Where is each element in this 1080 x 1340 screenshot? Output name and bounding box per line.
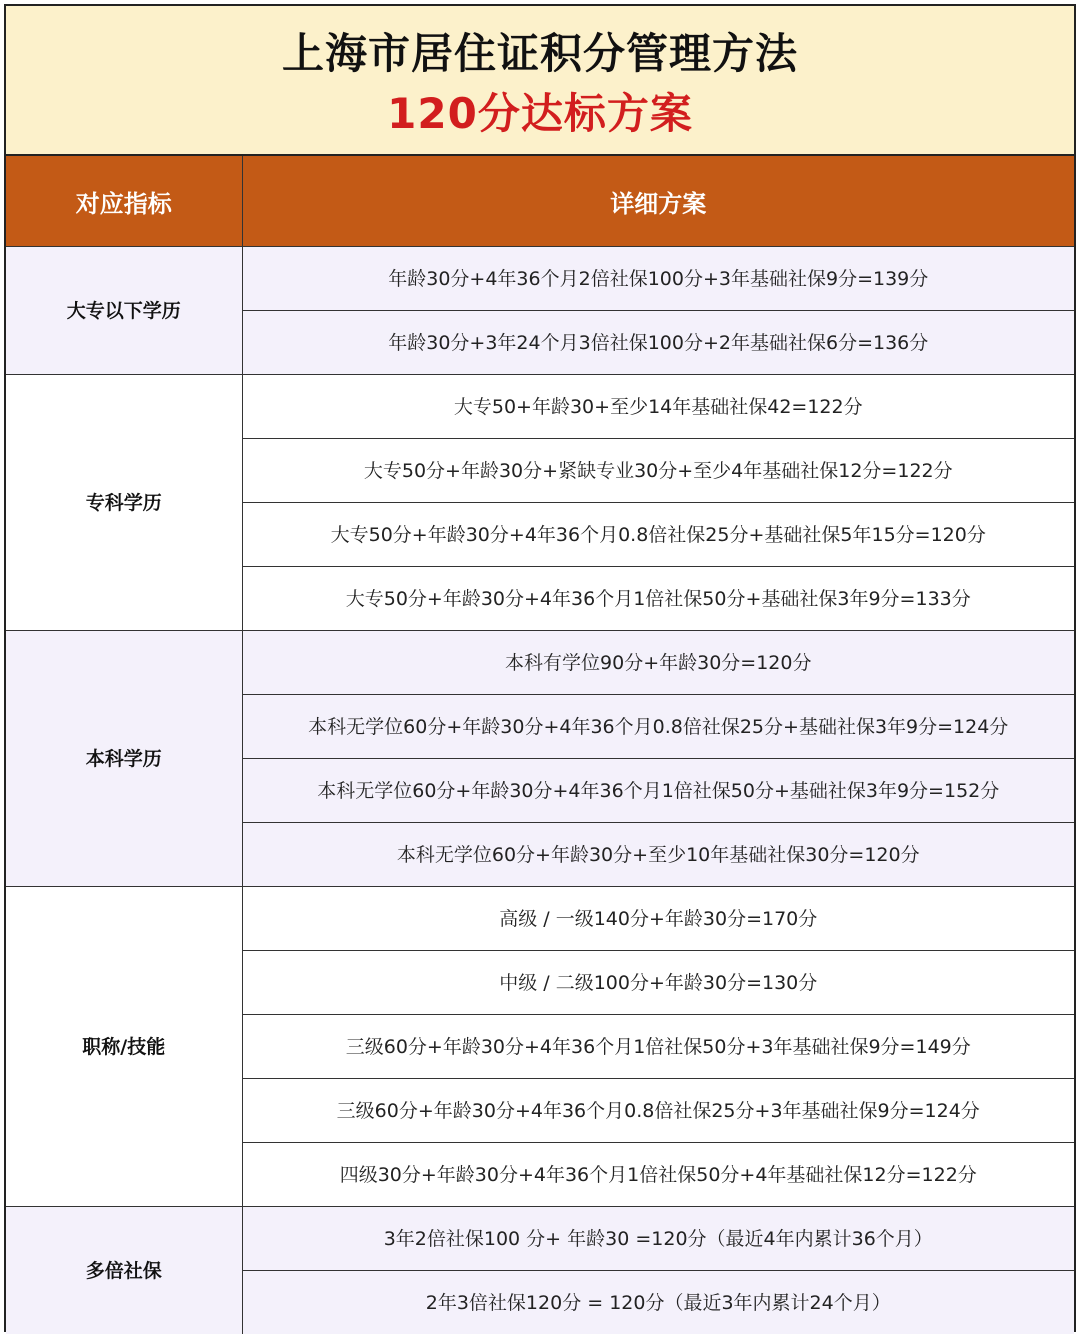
scheme-cell: 本科无学位60分+年龄30分+4年36个月1倍社保50分+基础社保3年9分=152分 — [242, 759, 1074, 823]
scheme-cell: 三级60分+年龄30分+4年36个月0.8倍社保25分+3年基础社保9分=124分 — [242, 1079, 1074, 1143]
category-cell: 专科学历 — [6, 375, 242, 631]
scheme-cell: 3年2倍社保100 分+ 年龄30 =120分（最近4年内累计36个月） — [242, 1207, 1074, 1271]
category-cell: 职称/技能 — [6, 887, 242, 1207]
table-header-row — [6, 156, 1074, 247]
header-detail: 详细方案 — [242, 156, 1074, 247]
document-page — [4, 4, 1076, 1332]
scheme-cell: 大专50+年龄30+至少14年基础社保42=122分 — [242, 375, 1074, 439]
scheme-cell: 高级 / 一级140分+年龄30分=170分 — [242, 887, 1074, 951]
scheme-cell: 三级60分+年龄30分+4年36个月1倍社保50分+3年基础社保9分=149分 — [242, 1015, 1074, 1079]
table-row — [6, 247, 1074, 311]
scheme-cell: 中级 / 二级100分+年龄30分=130分 — [242, 951, 1074, 1015]
scheme-cell: 年龄30分+4年36个月2倍社保100分+3年基础社保9分=139分 — [242, 247, 1074, 311]
scheme-cell: 大专50分+年龄30分+4年36个月1倍社保50分+基础社保3年9分=133分 — [242, 567, 1074, 631]
scheme-table — [6, 156, 1074, 1334]
page-title: 上海市居住证积分管理方法 — [281, 29, 798, 78]
scheme-cell: 本科有学位90分+年龄30分=120分 — [242, 631, 1074, 695]
table-body — [6, 247, 1074, 1335]
category-cell: 本科学历 — [6, 631, 242, 887]
scheme-cell: 四级30分+年龄30分+4年36个月1倍社保50分+4年基础社保12分=122分 — [242, 1143, 1074, 1207]
page-subtitle: 120分达标方案 — [387, 89, 693, 138]
table-row — [6, 1207, 1074, 1271]
category-cell: 大专以下学历 — [6, 247, 242, 375]
table-row — [6, 887, 1074, 951]
category-cell: 多倍社保 — [6, 1207, 242, 1335]
table-row — [6, 375, 1074, 439]
scheme-cell: 年龄30分+3年24个月3倍社保100分+2年基础社保6分=136分 — [242, 311, 1074, 375]
scheme-cell: 大专50分+年龄30分+紧缺专业30分+至少4年基础社保12分=122分 — [242, 439, 1074, 503]
scheme-cell: 本科无学位60分+年龄30分+4年36个月0.8倍社保25分+基础社保3年9分=124分 — [242, 695, 1074, 759]
scheme-cell: 本科无学位60分+年龄30分+至少10年基础社保30分=120分 — [242, 823, 1074, 887]
scheme-cell: 大专50分+年龄30分+4年36个月0.8倍社保25分+基础社保5年15分=120分 — [242, 503, 1074, 567]
title-block — [6, 6, 1074, 156]
header-indicator: 对应指标 — [6, 156, 242, 247]
table-row — [6, 631, 1074, 695]
scheme-cell: 2年3倍社保120分 = 120分（最近3年内累计24个月） — [242, 1271, 1074, 1335]
